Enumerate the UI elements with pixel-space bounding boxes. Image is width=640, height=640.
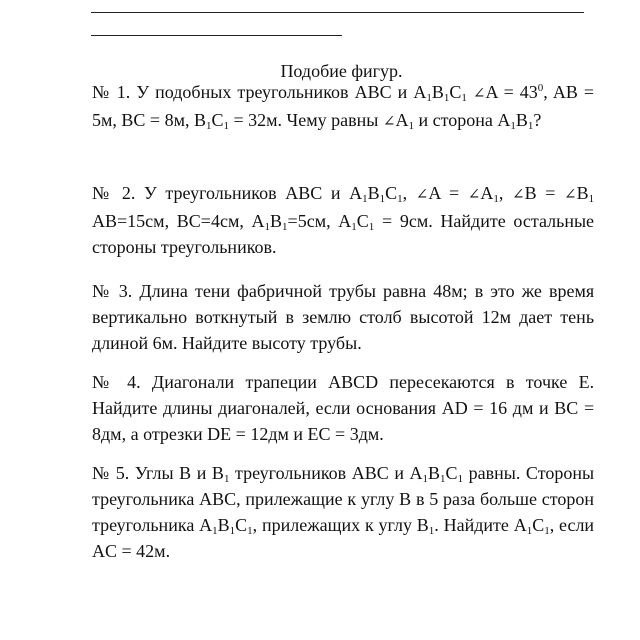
problem-text: Углы B и $B_1$ треугольников ABC и $A_1B_1C_1$ равны. Стороны треугольника ABC, прилежащие к углу B в 5 раза больше сторон треугольника $A_1B_1C_1$, прилежащих к углу $B_1$. Найдите $A_1C_1$, если AC = 42м.: [92, 463, 595, 561]
second-rule: [91, 35, 342, 36]
problem-number: № 5.: [92, 463, 130, 483]
problem-number: № 1.: [92, 82, 131, 102]
problem-text: У треугольников ABC и $A_1B_1C_1$, ∠A = $\angle A_1$, ∠B = $\angle B_1$ AB=15см, BC=4см, $A_1B_1=5см$, $A_1C_1 = 9см$. Найдите остальные стороны треугольников.: [92, 183, 595, 257]
worksheet-title: Подобие фигур.: [280, 61, 403, 81]
problem-text: У подобных треугольников ABC и $A_1B_1C_1$ ∠A = $43^0$, AB = 5м, BC = 8м, $B_1C_1 = 32м$. Чему равны $\angle A_1$ и сторона $A_1B_1$?: [92, 82, 595, 132]
problem-number: № 2.: [92, 183, 136, 203]
problem-text: Длина тени фабричной трубы равна 48м; в это же время вертикально воткнутый в землю столб высотой 12м дает тень длиной 6м. Найдите высоту трубы.: [92, 281, 595, 353]
problem-1: [92, 79, 594, 135]
problem-text: Диагонали трапеции ABCD пересекаются в точке E. Найдите длины диагоналей, если основания AD = 16 дм и BC = 8дм, а отрезки DE = 12дм и EC = 3дм.: [92, 372, 595, 444]
problem-3: [92, 278, 594, 356]
problem-5: [92, 460, 594, 564]
problem-number: № 4.: [92, 372, 141, 392]
top-rule: [91, 12, 584, 13]
problem-2: [92, 180, 594, 260]
problem-4: [92, 369, 594, 447]
problem-number: № 3.: [92, 281, 133, 301]
